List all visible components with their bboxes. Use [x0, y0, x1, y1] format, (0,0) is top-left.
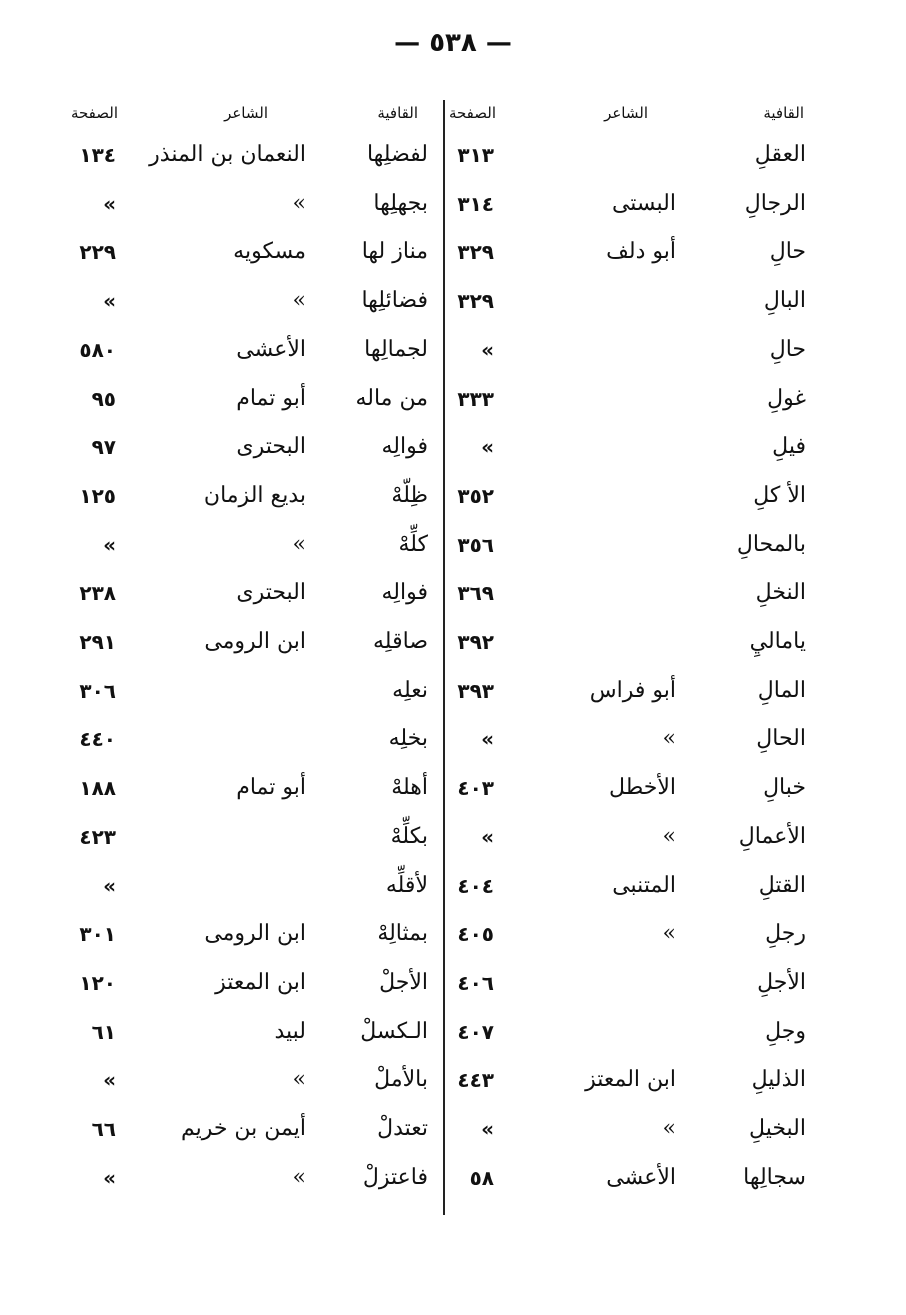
right-qafiya-cell: وجلِ [765, 1018, 806, 1044]
left-qafiya-cell: أهلهْ [391, 775, 428, 801]
right-qafiya-cell: الحالِ [756, 726, 806, 752]
left-shaer-cell: البحترى [236, 580, 306, 606]
right-qafiya-cell: خبالِ [763, 775, 806, 801]
left-qafiya-cell: الأجلْ [379, 969, 428, 995]
right-safha-cell: ٤٤٣ [457, 1068, 494, 1093]
right-header-shaer: الشاعر [604, 104, 648, 122]
right-safha-cell: » [481, 1117, 494, 1141]
left-shaer-cell: الأعشى [236, 336, 306, 362]
right-safha-cell: ٤٠٣ [457, 776, 494, 801]
right-shaer-cell: الأخطل [609, 775, 676, 801]
right-safha-cell: ٥٨ [469, 1165, 494, 1190]
left-shaer-cell: ابن المعتز [215, 969, 306, 995]
right-safha-cell: ٣٢٩ [457, 240, 494, 265]
left-qafiya-cell: لفضلِها [366, 142, 428, 167]
right-qafiya-cell: بالمحالِ [736, 531, 806, 557]
right-shaer-cell: الأعشى [606, 1164, 676, 1190]
right-qafiya-cell: الذليلِ [751, 1067, 806, 1093]
left-qafiya-cell: نعلِه [392, 677, 428, 703]
left-shaer-cell: ابن الرومى [204, 921, 306, 947]
right-safha-cell: ٣١٣ [457, 143, 494, 167]
right-safha-cell: ٤٠٤ [457, 873, 494, 898]
left-safha-cell: ٢٢٩ [79, 240, 116, 265]
left-shaer-cell: أبو تمام [236, 385, 306, 411]
right-shaer-cell: أبو فراس [589, 677, 676, 703]
left-shaer-cell: » [292, 1067, 306, 1093]
left-safha-cell: » [103, 289, 116, 314]
left-header-qafiya: القافية [377, 104, 418, 122]
left-safha-cell: ١٣٤ [79, 143, 116, 167]
left-header-safha: الصفحة [70, 104, 118, 122]
right-shaer-cell: » [662, 823, 676, 849]
left-safha-cell: ٢٩١ [79, 630, 116, 654]
left-shaer-cell: أيمن بن خريم [180, 1116, 306, 1141]
left-safha-cell: ١٢٥ [79, 483, 116, 508]
left-qafiya-cell: بمثالِهْ [377, 921, 428, 947]
left-shaer-cell: أبو تمام [236, 775, 306, 801]
left-header-shaer: الشاعر [224, 104, 268, 122]
left-safha-cell: ٤٢٣ [79, 824, 116, 849]
right-qafiya-cell: الأجلِ [757, 969, 806, 995]
right-shaer-cell: » [662, 921, 676, 947]
left-shaer-cell: النعمان بن المنذر [149, 142, 306, 167]
left-shaer-cell: ابن الرومى [204, 629, 306, 654]
right-qafiya-cell: الرجالِ [744, 190, 806, 216]
left-safha-cell: » [103, 191, 116, 216]
right-shaer-cell: البستى [611, 190, 676, 216]
left-safha-cell: ٣٠٦ [79, 678, 116, 703]
left-safha-cell: » [103, 1068, 116, 1093]
right-safha-cell: » [481, 337, 494, 362]
page-number: — ٥٣٨ — [394, 28, 512, 58]
right-qafiya-cell: النخلِ [755, 580, 806, 606]
left-qafiya-cell: صاقلِه [373, 629, 428, 654]
right-shaer-cell: » [662, 1116, 676, 1141]
left-qafiya-cell: الـكسلْ [360, 1018, 428, 1044]
left-shaer-cell: » [292, 1164, 306, 1190]
left-safha-cell: ٤٤٠ [79, 727, 116, 752]
right-safha-cell: ٣٩٣ [457, 678, 494, 703]
left-qafiya-cell: بالأملْ [374, 1067, 428, 1093]
right-qafiya-cell: حالِ [769, 239, 806, 265]
right-safha-cell: » [481, 435, 494, 460]
right-qafiya-cell: العقلِ [754, 142, 806, 167]
left-qafiya-cell: تعتدلْ [377, 1116, 428, 1141]
left-shaer-cell: بديع الزمان [203, 482, 306, 508]
right-shaer-cell: ابن المعتز [585, 1067, 676, 1093]
right-qafiya-cell: البخيلِ [749, 1116, 806, 1141]
right-safha-cell: ٣٥٦ [457, 532, 494, 557]
right-qafiya-cell: فيلِ [772, 434, 806, 460]
left-qafiya-cell: كلِّهْ [398, 531, 428, 557]
left-safha-cell: ٦٦ [91, 1117, 116, 1141]
left-qafiya-cell: بخلِه [388, 726, 428, 752]
right-safha-cell: ٣٦٩ [457, 581, 494, 606]
right-qafiya-cell: ياماليِ [749, 629, 806, 654]
right-safha-cell: ٣١٤ [457, 191, 494, 216]
left-qafiya-cell: فوالِه [381, 580, 428, 606]
left-qafiya-cell: فوالِه [381, 434, 428, 460]
left-safha-cell: » [103, 532, 116, 557]
right-safha-cell: » [481, 824, 494, 849]
left-safha-cell: ٩٥ [91, 386, 116, 411]
column-divider [443, 100, 445, 1215]
right-qafiya-cell: القتلِ [758, 872, 806, 898]
right-header-safha: الصفحة [448, 104, 496, 122]
right-qafiya-cell: الأعمالِ [738, 823, 806, 849]
left-qafiya-cell: فاعتزلْ [362, 1164, 428, 1190]
right-safha-cell: ٤٠٦ [457, 970, 494, 995]
right-qafiya-cell: غولِ [767, 385, 806, 411]
right-safha-cell: ٣٩٢ [457, 630, 494, 654]
left-qafiya-cell: لأقلِّه [385, 872, 428, 898]
right-safha-cell: ٤٠٧ [457, 1019, 494, 1044]
left-shaer-cell: مسكويه [233, 239, 306, 265]
left-shaer-cell: » [292, 190, 306, 216]
right-qafiya-cell: البالِ [763, 288, 806, 314]
right-safha-cell: ٣٢٩ [457, 289, 494, 314]
right-header-qafiya: القافية [763, 104, 804, 122]
left-safha-cell: ٢٣٨ [79, 581, 116, 606]
left-qafiya-cell: ظِلّهْ [391, 482, 428, 508]
left-qafiya-cell: بجهلِها [373, 190, 428, 216]
left-shaer-cell: البحترى [236, 434, 306, 460]
right-safha-cell: ٤٠٥ [457, 922, 494, 947]
right-qafiya-cell: سجالِها [743, 1164, 806, 1190]
right-qafiya-cell: الأ كلِ [753, 482, 806, 508]
left-qafiya-cell: من ماله [355, 385, 428, 411]
right-shaer-cell: » [662, 726, 676, 752]
left-qafiya-cell: فضائلِها [361, 288, 428, 314]
left-qafiya-cell: مناز لها [361, 239, 428, 265]
right-safha-cell: » [481, 727, 494, 752]
left-safha-cell: ٣٠١ [79, 922, 116, 947]
left-shaer-cell: » [292, 288, 306, 314]
left-qafiya-cell: لجمالِها [364, 336, 428, 362]
right-shaer-cell: أبو دلف [606, 239, 676, 265]
left-safha-cell: ١٢٠ [79, 970, 116, 995]
right-safha-cell: ٣٣٣ [457, 386, 494, 411]
left-safha-cell: » [103, 1165, 116, 1190]
left-safha-cell: » [103, 873, 116, 898]
left-safha-cell: ٩٧ [91, 435, 116, 460]
left-shaer-cell: » [292, 531, 306, 557]
left-qafiya-cell: بكلِّهْ [390, 823, 428, 849]
left-shaer-cell: لبيد [274, 1018, 306, 1044]
left-safha-cell: ١٨٨ [79, 776, 116, 801]
left-safha-cell: ٥٨٠ [79, 337, 116, 362]
right-qafiya-cell: رجلِ [765, 921, 806, 947]
right-safha-cell: ٣٥٢ [457, 483, 494, 508]
left-safha-cell: ٦١ [91, 1019, 116, 1044]
right-qafiya-cell: حالِ [769, 336, 806, 362]
right-qafiya-cell: المالِ [757, 677, 806, 703]
right-shaer-cell: المتنبى [612, 872, 676, 898]
